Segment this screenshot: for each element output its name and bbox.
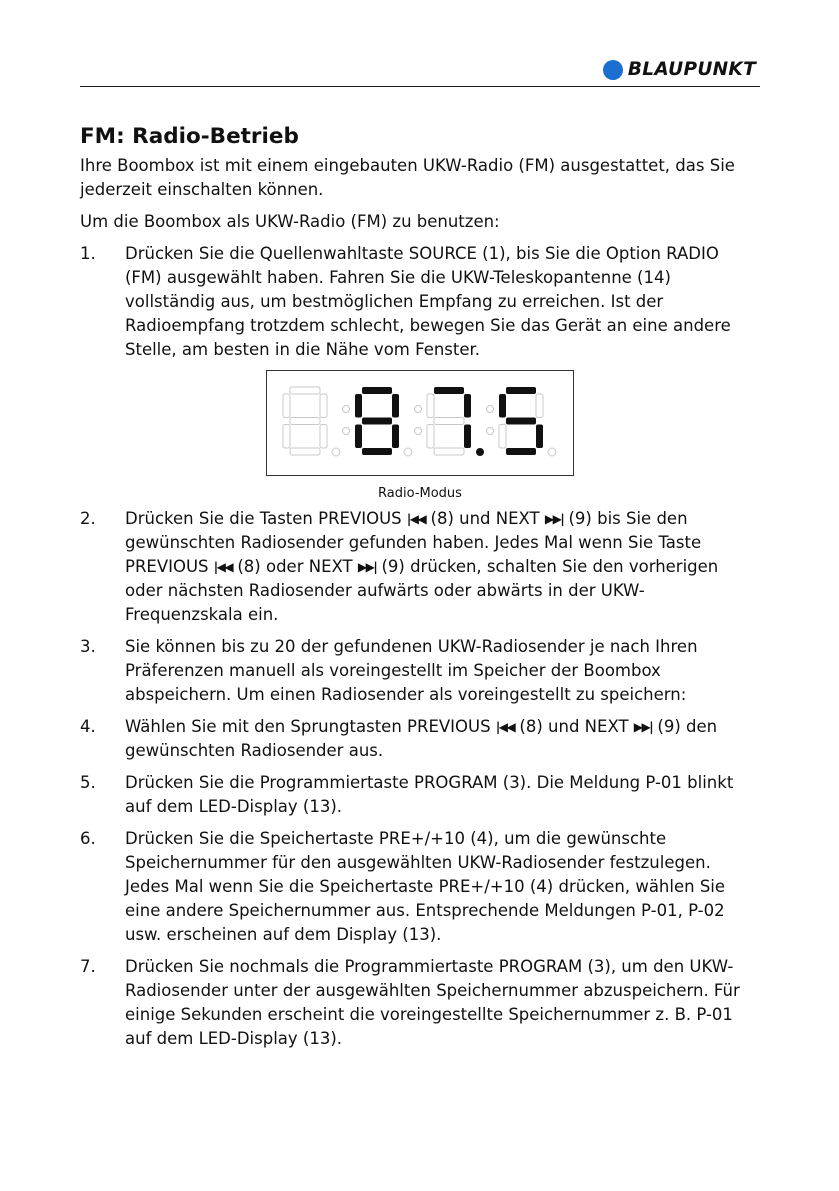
digit-3-segment-f <box>427 394 434 418</box>
step-item-5 <box>80 771 760 819</box>
page-header <box>80 55 760 87</box>
digit-2-segment-a <box>362 387 392 394</box>
step-item-3 <box>80 635 760 707</box>
digit-1-segment-d <box>290 448 320 455</box>
step-text: Sie können bis zu 20 der gefundenen UKW-Radiosender je nach Ihren Präferenzen manuell als voreingestellt im Speicher der Boombox abspeichern. Um einen Radiosender als voreingestellt zu speichern: <box>125 637 698 704</box>
step-number: 1. <box>80 244 96 263</box>
digit-2-segment-d <box>362 448 392 455</box>
step-item-4 <box>80 715 760 763</box>
skip-previous-icon: |◀◀ <box>495 720 515 734</box>
digit-4-segment-d <box>506 448 536 455</box>
brand-dot-icon <box>603 60 623 80</box>
led-digits <box>267 371 573 475</box>
step-text-d: (8) oder NEXT <box>237 557 353 576</box>
digit-1-segment-g <box>290 418 320 425</box>
digit-2-segment-g <box>362 418 392 425</box>
steps-list-continued <box>80 507 760 1051</box>
step-text-e: (9) drücken, schalten Sie den vorherigen oder nächsten Radiosender aufwärts oder abwärts in der UKW-Frequenzskala ein. <box>125 557 719 624</box>
skip-next-icon: ▶▶| <box>544 512 564 526</box>
step-item-1 <box>80 242 760 362</box>
step-text: Drücken Sie nochmals die Programmiertaste PROGRAM (3), um den UKW-Radiosender unter der ausgewählten Speichernummer abzuspeichern. Für einige Sekunden erscheint die voreingestellte Speichernummer z. B. P-01 auf dem LED-Display (13). <box>125 957 740 1048</box>
digit-3-segment-e <box>427 425 434 449</box>
step-text: Drücken Sie die Quellenwahltaste SOURCE (1), bis Sie die Option RADIO (FM) ausgewählt haben. Fahren Sie die UKW-Teleskopantenne (14) vollständig aus, um bestmöglichen Empfang zu erreichen. Ist der Radioempfang trotzdem schlecht, bewegen Sie das Gerät an eine andere Stelle, am besten in die Nähe vom Fenster. <box>125 244 731 359</box>
step-text-a: Wählen Sie mit den Sprungtasten PREVIOUS <box>125 717 491 736</box>
digit-2-segment-e <box>355 425 362 449</box>
brand-logo <box>603 59 756 80</box>
digit-3-segment-d <box>434 448 464 455</box>
digit-4-segment-a <box>506 387 536 394</box>
digit-2-segment-c <box>392 425 399 449</box>
step-number: 2. <box>80 509 96 528</box>
page-content <box>80 122 760 1059</box>
digit-3-segment-g <box>434 418 464 425</box>
step-text-b: (8) und NEXT <box>430 509 540 528</box>
digit-3-segment-c <box>464 425 471 449</box>
colon-dot-1-2 <box>343 428 350 435</box>
digit-4-segment-c <box>536 425 543 449</box>
skip-previous-icon: |◀◀ <box>406 512 426 526</box>
header-rule <box>80 86 760 87</box>
colon-dot-2-1 <box>415 406 422 413</box>
digit-4-segment-g <box>506 418 536 425</box>
digit-2-segment-f <box>355 394 362 418</box>
step-number: 4. <box>80 717 96 736</box>
steps-list <box>80 242 760 362</box>
step-text-c: (9) bis Sie den gewünschten Radiosender gefunden haben. Jedes Mal wenn Sie Taste PREVIOUS <box>125 509 702 576</box>
intro-paragraph: Ihre Boombox ist mit einem eingebauten UKW-Radio (FM) ausgestattet, das Sie jederzeit einschalten können. <box>80 156 735 199</box>
digit-2-segment-b <box>392 394 399 418</box>
digit-1-segment-e <box>283 425 290 449</box>
colon-dot-1-1 <box>343 406 350 413</box>
step-text-b: (8) und NEXT <box>519 717 629 736</box>
skip-previous-icon: |◀◀ <box>213 560 233 574</box>
colon-dot-3-2 <box>487 428 494 435</box>
digit-4-segment-b <box>536 394 543 418</box>
section-title: FM: Radio-Betrieb <box>80 124 299 149</box>
step-number: 7. <box>80 957 96 976</box>
digit-1-segment-b <box>320 394 327 418</box>
step-text-a: Drücken Sie die Tasten PREVIOUS <box>125 509 402 528</box>
digit-3-decimal-point <box>476 448 484 456</box>
skip-next-icon: ▶▶| <box>633 720 653 734</box>
figure-caption: Radio-Modus <box>378 486 462 501</box>
digit-2-decimal-point <box>404 448 412 456</box>
step-text-c: (9) den gewünschten Radiosender aus. <box>125 717 718 760</box>
step-number: 6. <box>80 829 96 848</box>
radio-display-figure <box>80 370 760 503</box>
digit-4-decimal-point <box>548 448 556 456</box>
colon-dot-2-2 <box>415 428 422 435</box>
digit-4-segment-e <box>499 425 506 449</box>
step-text: Drücken Sie die Speichertaste PRE+/+10 (4), um die gewünschte Speichernummer für den ausgewählten UKW-Radiosender festzulegen. Jedes Mal wenn Sie die Speichertaste PRE+/+10 (4) drücken, wählen Sie eine andere Speichernummer aus. Entsprechende Meldungen P-01, P-02 usw. erscheinen auf dem Display (13). <box>125 829 726 944</box>
digit-4-segment-f <box>499 394 506 418</box>
intro-instruction: Um die Boombox als UKW-Radio (FM) zu benutzen: <box>80 212 500 231</box>
skip-next-icon: ▶▶| <box>357 560 377 574</box>
step-number: 5. <box>80 773 96 792</box>
step-item-2 <box>80 507 760 627</box>
step-text: Drücken Sie die Programmiertaste PROGRAM (3). Die Meldung P-01 blinkt auf dem LED-Display (13). <box>125 773 734 816</box>
digit-1-decimal-point <box>332 448 340 456</box>
colon-dot-3-1 <box>487 406 494 413</box>
led-display <box>266 370 574 476</box>
digit-1-segment-f <box>283 394 290 418</box>
step-number: 3. <box>80 637 96 656</box>
digit-1-segment-c <box>320 425 327 449</box>
digit-3-segment-b <box>464 394 471 418</box>
step-item-7 <box>80 955 760 1051</box>
digit-1-segment-a <box>290 387 320 394</box>
digit-3-segment-a <box>434 387 464 394</box>
brand-name: BLAUPUNKT <box>627 59 756 80</box>
step-item-6 <box>80 827 760 947</box>
